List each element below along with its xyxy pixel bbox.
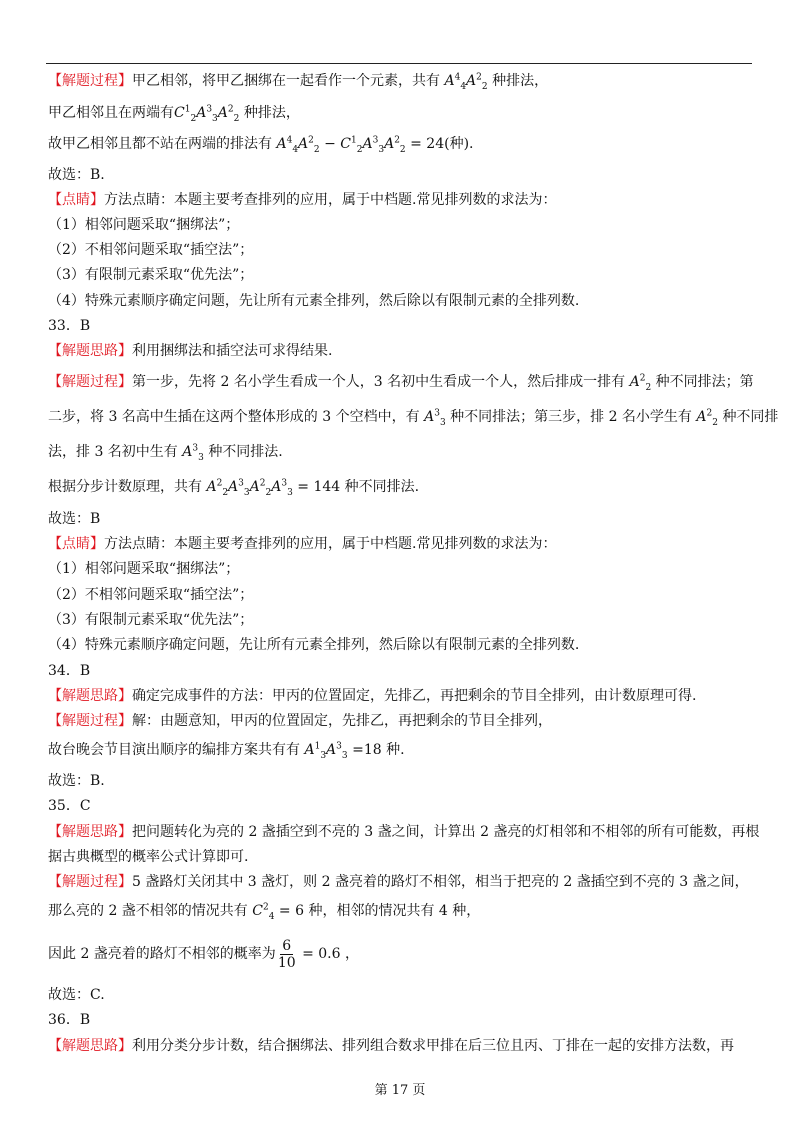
fraction: $\frac{6}{10}$ bbox=[277, 937, 296, 971]
section-tag: 【解题思路】 bbox=[48, 688, 132, 704]
text-line: 故选：B bbox=[48, 511, 101, 527]
text-line: 因此 2 盏亮着的路灯不相邻的概率为 $\frac{6}{10}$ = 0.6 ， bbox=[48, 937, 359, 971]
text-line: 【解题过程】解：由题意知，甲丙的位置固定，先排乙，再把剩余的节目全排列， bbox=[48, 713, 552, 729]
header-rule bbox=[46, 63, 752, 64]
formula: $A^4_4A^2_2$ bbox=[444, 72, 488, 92]
question-number: 36．B bbox=[48, 1012, 91, 1028]
text-line: 故选：C. bbox=[48, 987, 105, 1003]
text-line: 【解题思路】把问题转化为亮的 2 盏插空到不亮的 3 盏之间，计算出 2 盏亮的灯相邻和不相邻的所有可能数，再根 bbox=[48, 824, 760, 840]
text-line: （1）相邻问题采取“捆绑法”； bbox=[48, 561, 240, 577]
text-line: （3）有限制元素采取“优先法”； bbox=[48, 267, 254, 283]
text-line: 故台晚会节目演出顺序的编排方案共有有 $A^1_3A^3_3 =18$ 种. bbox=[48, 741, 405, 761]
text-line: 故选：B. bbox=[48, 773, 105, 789]
text-line: 【解题思路】利用分类分步计数，结合捆绑法、排列组合数求甲排在后三位且丙、丁排在一起的安排方法数，再 bbox=[48, 1038, 734, 1054]
text-line: （4）特殊元素顺序确定问题，先让所有元素全排列，然后除以有限制元素的全排列数. bbox=[48, 293, 580, 309]
section-tag: 【解题过程】 bbox=[48, 374, 132, 390]
section-tag: 【解题思路】 bbox=[48, 1038, 132, 1054]
text-line: 甲乙相邻且在两端有$C^1_2A^3_3A^2_2$ 种排法， bbox=[48, 104, 300, 124]
text-line: 【解题思路】确定完成事件的方法：甲丙的位置固定，先排乙，再把剩余的节目全排列，由计数原理可得. bbox=[48, 688, 697, 704]
section-tag: 【解题过程】 bbox=[48, 713, 132, 729]
formula: $C^2_4 = 6$ bbox=[252, 902, 304, 922]
formula: $C^1_2A^3_3A^2_2$ bbox=[174, 104, 240, 124]
text-line: （3）有限制元素采取“优先法”； bbox=[48, 612, 254, 628]
text-line: 故甲乙相邻且都不站在两端的排法有 $A^4_4A^2_2 - C^1_2A^3_3A^2_2 = 24$(种). bbox=[48, 135, 474, 155]
text-line: 二步，将 3 名高中生插在这两个整体形成的 3 个空档中，有 $A^3_3$ 种不同排法；第三步，排 2 名小学生有 $A^2_2$ 种不同排 bbox=[48, 408, 779, 428]
text-line: （4）特殊元素顺序确定问题，先让所有元素全排列，然后除以有限制元素的全排列数. bbox=[48, 637, 580, 653]
text-line: 【解题过程】甲乙相邻，将甲乙捆绑在一起看作一个元素，共有 $A^4_4A^2_2$ 种排法， bbox=[48, 72, 549, 92]
section-tag: 【解题思路】 bbox=[48, 343, 132, 359]
page-number: 第 17 页 bbox=[374, 1083, 426, 1098]
formula: $A^3_3$ bbox=[424, 408, 446, 428]
section-tag: 【解题过程】 bbox=[48, 874, 132, 890]
text-line: 法，排 3 名初中生有 $A^3_3$ 种不同排法. bbox=[48, 443, 283, 463]
formula: $A^2_2$ bbox=[629, 373, 652, 393]
text-line: 【解题过程】5 盏路灯关闭其中 3 盏灯，则 2 盏亮着的路灯不相邻，相当于把亮的 2 盏插空到不亮的 3 盏之间， bbox=[48, 874, 749, 890]
formula: $A^2_2$ bbox=[696, 408, 718, 428]
text-line: 根据分步计数原理，共有 $A^2_2A^3_3A^2_2A^3_3 = 144$ 种不同排法. bbox=[48, 478, 420, 498]
text-line: 【点睛】方法点睛：本题主要考查排列的应用，属于中档题.常见排列数的求法为： bbox=[48, 536, 557, 552]
text-line: 【解题思路】利用捆绑法和插空法可求得结果. bbox=[48, 343, 333, 359]
text-line: 那么亮的 2 盏不相邻的情况共有 $C^2_4 = 6$ 种，相邻的情况共有 4 种， bbox=[48, 902, 481, 922]
formula: $A^3_3$ bbox=[182, 443, 204, 463]
formula: $A^2_2A^3_3A^2_2A^3_3 = 144$ bbox=[206, 478, 341, 498]
text-line: 故选：B. bbox=[48, 167, 105, 183]
section-tag: 【解题过程】 bbox=[48, 73, 132, 89]
section-tag: 【点睛】 bbox=[48, 536, 104, 552]
question-number: 34．B bbox=[48, 663, 91, 679]
text-line: 【点睛】方法点睛：本题主要考查排列的应用，属于中档题.常见排列数的求法为： bbox=[48, 192, 557, 208]
question-number: 33．B bbox=[48, 318, 91, 334]
section-tag: 【点睛】 bbox=[48, 192, 104, 208]
text-line: （1）相邻问题采取“捆绑法”； bbox=[48, 217, 240, 233]
text-line: （2）不相邻问题采取“插空法”； bbox=[48, 242, 254, 258]
text-line: （2）不相邻问题采取“插空法”； bbox=[48, 587, 254, 603]
text-line: 据古典概型的概率公式计算即可. bbox=[48, 849, 249, 865]
question-number: 35．C bbox=[48, 798, 91, 814]
formula: $A^1_3A^3_3 =18$ bbox=[304, 741, 382, 761]
formula: $A^4_4A^2_2 - C^1_2A^3_3A^2_2 = 24$ bbox=[276, 135, 445, 155]
text-line: 【解题过程】第一步，先将 2 名小学生看成一个人，3 名初中生看成一个人，然后排成一排有 $A^2_2$ 种不同排法；第 bbox=[48, 373, 754, 393]
section-tag: 【解题思路】 bbox=[48, 824, 132, 840]
